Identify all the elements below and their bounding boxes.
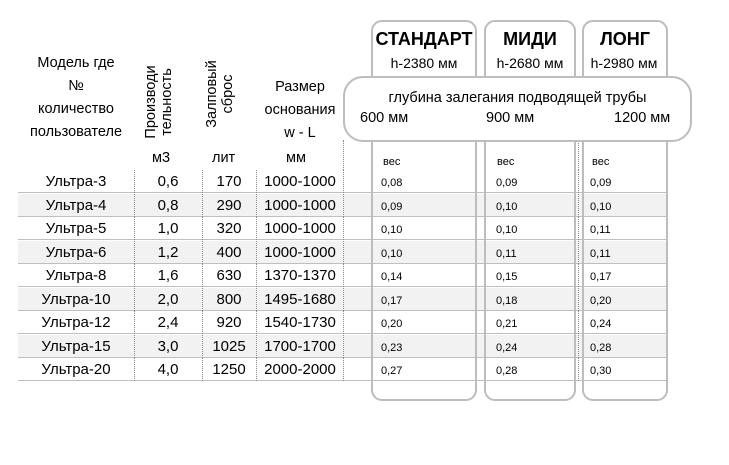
weight-midi-cell: 0,11 [496,247,517,260]
weight-midi-cell: 0,24 [496,341,518,354]
productivity-cell: 0,8 [157,196,179,214]
weight-midi-cell: 0,15 [496,271,518,283]
unit-m3: м3 [152,150,171,166]
model-cell: Ультра-3 [45,173,107,190]
size-header-line: w - L [284,125,316,141]
productivity-cell: 1,0 [157,220,179,237]
size-header [255,76,345,145]
salvo-cell: 320 [216,220,242,237]
midi-height: h-2680 мм [496,55,564,71]
model-cell: Ультра-12 [41,314,111,331]
weight-standard-cell: 0,08 [381,177,403,189]
productivity-header-line: Производи [143,65,159,139]
salvo-cell: 800 [216,290,242,308]
weight-long-cell: 0,28 [590,341,612,354]
salvo-cell: 170 [216,173,242,190]
weight-long-cell: 0,24 [590,318,612,330]
salvo-header [204,48,240,140]
weight-long-cell: 0,09 [590,177,612,189]
weight-standard-cell: 0,10 [381,224,403,236]
column-separator [578,241,579,264]
weight-long-cell: 0,17 [590,271,612,283]
column-separator [578,170,579,193]
size-cell: 1540-1730 [264,314,336,331]
size-header-line: основания [264,102,336,118]
size-cell: 1000-1000 [264,243,336,261]
productivity-cell: 2,0 [157,290,179,308]
productivity-cell: 1,2 [157,243,179,261]
weight-label-standard: вес [383,156,401,168]
weight-long-cell: 0,30 [590,365,612,377]
size-cell: 1495-1680 [264,290,336,308]
weight-midi-cell: 0,10 [496,200,518,213]
salvo-cell: 1025 [212,337,246,355]
weight-long-cell: 0,10 [590,200,612,213]
standard-height: h-2380 мм [390,55,458,71]
header-separator [343,140,344,170]
column-separator [578,311,579,334]
model-header-line: количество [38,101,114,117]
model-header [18,52,134,144]
long-title: ЛОНГ [600,29,650,49]
column-separator [578,335,579,358]
weight-long-cell: 0,20 [590,294,612,307]
productivity-cell: 3,0 [157,337,179,355]
weight-midi-cell: 0,28 [496,365,518,377]
weight-long-cell: 0,11 [590,247,611,260]
long-height: h-2980 мм [590,55,658,71]
depth-caption: глубина залегания подводящей трубы [388,90,647,106]
salvo-header-line: Залповый [204,60,220,128]
weight-midi-cell: 0,10 [496,224,518,236]
column-separator [578,358,579,381]
productivity-header-line: тельность [159,68,175,136]
weight-midi-cell: 0,21 [496,318,518,330]
salvo-cell: 1250 [212,361,246,378]
weight-standard-cell: 0,27 [381,365,403,377]
standard-title: СТАНДАРТ [375,29,473,49]
weight-standard-cell: 0,23 [381,341,403,354]
size-header-line: Размер [275,79,325,95]
depth-midi: 900 мм [486,110,535,126]
column-separator [578,264,579,287]
midi-title: МИДИ [503,29,557,49]
column-separator [578,288,579,311]
productivity-cell: 0,6 [157,173,179,190]
weight-standard-cell: 0,20 [381,318,403,330]
weight-standard-cell: 0,14 [381,271,403,283]
weight-standard-cell: 0,17 [381,294,403,307]
size-cell: 2000-2000 [264,361,336,378]
weight-long-cell: 0,11 [590,224,611,236]
depth-standard: 600 мм [360,110,409,126]
size-cell: 1700-1700 [264,337,336,355]
depth-long: 1200 мм [614,110,671,126]
model-header-line: № [68,78,84,94]
size-cell: 1370-1370 [264,267,336,284]
size-cell: 1000-1000 [264,220,336,237]
unit-lit: лит [212,150,236,166]
productivity-cell: 1,6 [157,267,179,284]
model-cell: Ультра-20 [41,361,111,378]
salvo-cell: 920 [216,314,242,331]
weight-standard-cell: 0,09 [381,200,403,213]
unit-mm: мм [286,150,306,166]
model-cell: Ультра-10 [41,290,111,308]
productivity-header [143,48,179,156]
column-separator [578,217,579,240]
model-cell: Ультра-8 [45,267,107,284]
model-cell: Ультра-6 [45,243,107,261]
weight-standard-cell: 0,10 [381,247,403,260]
depth-band [343,76,692,142]
weight-label-long: вес [592,156,610,168]
salvo-header-line: сброс [220,74,236,114]
salvo-cell: 630 [216,267,242,284]
weight-label-midi: вес [497,156,515,168]
weight-midi-cell: 0,09 [496,177,518,189]
salvo-cell: 290 [216,196,242,214]
header-separator [578,140,579,170]
productivity-cell: 2,4 [157,314,179,331]
salvo-cell: 400 [216,243,242,261]
model-header-line: пользователе [29,124,123,140]
productivity-cell: 4,0 [157,361,179,378]
model-cell: Ультра-5 [45,220,107,237]
size-cell: 1000-1000 [264,173,336,190]
size-cell: 1000-1000 [264,196,336,214]
model-cell: Ультра-15 [41,337,111,355]
model-header-line: Модель где [37,55,115,71]
model-cell: Ультра-4 [45,196,107,214]
weight-midi-cell: 0,18 [496,294,518,307]
column-separator [578,194,579,217]
